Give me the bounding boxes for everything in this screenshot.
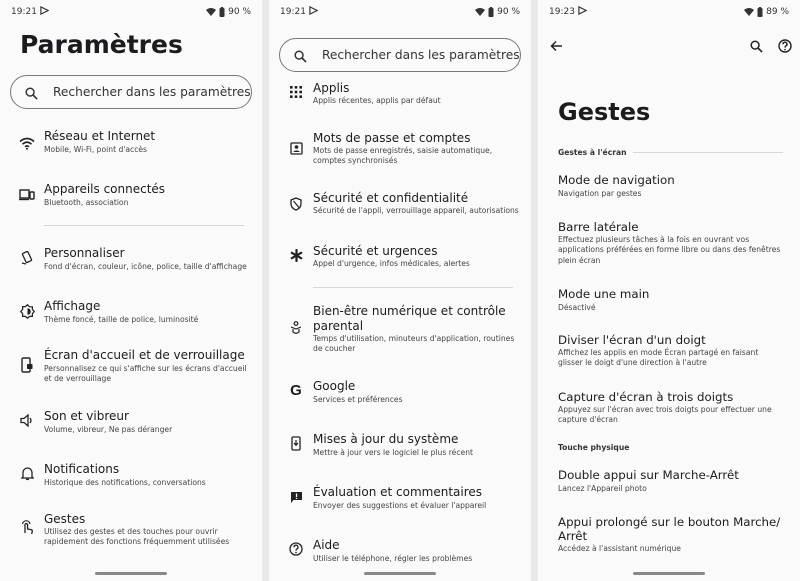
item-title: Personnaliser [44,246,125,260]
account-box-icon [287,139,305,157]
status-time: 19:23 [549,7,575,17]
item-subtitle: Utilisez des gestes et des touches pour ouvrir rapidement des fonctions fréquemment utilisées [44,527,230,547]
google-icon: G [290,381,302,399]
item-subtitle: Bluetooth, association [44,198,129,207]
item-subtitle: Temps d'utilisation, minuteurs d'application, routines de coucher [313,334,515,354]
item-title: Diviser l'écran d'un doigt [558,333,706,347]
search-icon [25,85,38,104]
search-icon [750,40,763,53]
item-subtitle: Lancez l'Appareil photo [558,484,647,493]
gesture-item-long-press-power[interactable] [538,515,800,560]
asterisk-icon [287,246,305,264]
status-time: 19:21 [280,7,306,17]
back-arrow-icon [550,40,563,52]
item-title: Mode une main [558,287,650,301]
wellbeing-icon [287,319,305,337]
settings-item-feedback[interactable] [269,484,531,514]
item-title: Son et vibreur [44,409,129,423]
section-divider [633,152,783,153]
item-title: Sécurité et confidentialité [313,191,469,205]
gesture-nav-handle[interactable] [633,572,705,575]
settings-item-home-lock-screen[interactable] [0,348,262,388]
settings-item-google[interactable] [269,378,531,408]
item-subtitle: Applis récentes, applis par défaut [313,96,441,105]
settings-item-personalize[interactable] [0,245,262,285]
status-bar [269,0,531,24]
item-subtitle: Appuyez sur l'écran avec trois doigts pour effectuer une capture d'écran [558,405,772,425]
item-subtitle: Accédez à l'assistant numérique [558,544,681,553]
item-title: Capture d'écran à trois doigts [558,390,734,404]
settings-item-system-update[interactable] [269,431,531,461]
item-subtitle: Historique des notifications, conversations [44,478,206,487]
item-subtitle: Utiliser le téléphone, régler les problèmes [313,554,473,563]
item-title: Écran d'accueil et de verrouillage [44,348,245,362]
bell-icon [18,464,36,482]
search-placeholder: Rechercher dans les paramètres [53,85,251,99]
help-button[interactable] [777,38,793,54]
settings-screen-main [0,0,262,581]
item-title: Affichage [44,299,101,313]
item-subtitle: Mobile, Wi-Fi, point d'accès [44,145,148,154]
wifi-status-icon [206,8,216,16]
feedback-icon [287,488,305,506]
item-subtitle: Désactivé [558,303,596,312]
gestures-screen [538,0,800,581]
item-title: Barre latérale [558,220,639,234]
item-title: Mises à jour du système [313,432,459,446]
item-title: Notifications [44,462,120,476]
gesture-nav-handle[interactable] [95,572,167,575]
wifi-status-icon [475,8,485,16]
item-title: Double appui sur Marche-Arrêt [558,468,739,482]
item-subtitle: Volume, vibreur, Ne pas déranger [44,425,173,434]
play-store-icon [578,6,587,18]
settings-item-safety-emergency[interactable] [269,243,531,278]
search-bar[interactable] [10,75,252,109]
settings-item-security-privacy[interactable] [269,190,531,225]
item-subtitle: Affichez les applis en mode Écran partagé en faisant glisser le doigt d'une direction à l'autre [558,348,759,368]
settings-item-help[interactable] [269,537,531,567]
gesture-item-three-finger-screenshot[interactable] [538,390,800,430]
back-button[interactable] [548,38,564,54]
system-update-icon [287,434,305,452]
item-subtitle: Personnalisez ce qui s'affiche sur les écrans d'accueil et de verrouillage [44,364,247,384]
help-icon [287,540,305,558]
palette-icon [18,249,36,267]
battery-icon [488,7,494,17]
item-title: Évaluation et commentaires [313,485,483,499]
status-time: 19:21 [11,7,37,17]
page-title: Paramètres [20,30,183,59]
wifi-icon [18,134,36,152]
search-placeholder: Rechercher dans les paramètres [322,48,520,62]
item-title: Appui prolongé sur le bouton Marche/ Arrêt [558,515,781,543]
help-icon [778,39,792,53]
phone-lock-icon [18,356,36,374]
item-title: Google [313,379,356,393]
item-subtitle: Envoyer des suggestions et évaluer l'appareil [313,501,487,510]
item-subtitle: Navigation par gestes [558,189,642,198]
wifi-status-icon [744,8,754,16]
battery-icon [757,7,763,17]
item-title: Bien-être numérique et contrôle parental [313,304,506,333]
item-title: Mots de passe et comptes [313,131,471,145]
item-subtitle: Mots de passe enregistrés, saisie automatique, comptes synchronisés [313,146,493,166]
play-store-icon [309,6,318,18]
gesture-nav-handle[interactable] [364,572,436,575]
devices-icon [18,185,36,203]
settings-item-network[interactable] [0,128,262,168]
gesture-item-one-handed-mode[interactable] [538,287,800,317]
settings-item-digital-wellbeing[interactable] [269,303,531,358]
item-subtitle: Appel d'urgence, infos médicales, alertes [313,259,470,268]
item-subtitle: Thème foncé, taille de police, luminosité [44,315,199,324]
page-title: Gestes [558,98,651,126]
settings-item-sound[interactable] [0,408,262,448]
settings-item-gestures[interactable] [0,512,262,557]
status-bar [538,0,800,24]
settings-item-notifications[interactable] [0,461,262,501]
section-divider [313,287,513,288]
brightness-icon [18,302,36,320]
item-subtitle: Mettre à jour vers le logiciel le plus récent [313,448,473,457]
gesture-item-sidebar[interactable] [538,220,800,270]
item-title: Applis [313,81,350,95]
item-title: Mode de navigation [558,173,675,187]
item-title: Appareils connectés [44,182,166,196]
settings-item-display[interactable] [0,298,262,338]
gesture-item-navigation-mode[interactable] [538,173,800,203]
item-title: Réseau et Internet [44,129,156,143]
item-subtitle: Sécurité de l'appli, verrouillage appareil, autorisations [313,206,519,215]
item-subtitle: Services et préférences [313,395,403,404]
gesture-icon [18,518,36,536]
section-header-physical-button: Touche physique [558,443,630,452]
settings-screen-scrolled [269,0,531,581]
item-title: Gestes [44,512,86,526]
gesture-item-double-press-power[interactable] [538,468,800,498]
item-subtitle: Fond d'écran, couleur, icône, police, taille d'affichage [44,262,247,271]
apps-grid-icon [287,83,305,101]
play-store-icon [40,6,49,18]
gesture-item-split-screen[interactable] [538,333,800,373]
shield-icon [287,195,305,213]
section-header-screen-gestures: Gestes à l'écran [558,148,627,157]
settings-item-connected-devices[interactable] [0,181,262,221]
battery-icon [219,7,225,17]
item-title: Sécurité et urgences [313,244,438,258]
search-button[interactable] [748,38,764,54]
settings-item-passwords-accounts[interactable] [269,130,531,170]
battery-level: 90 % [228,7,251,17]
battery-level: 90 % [497,7,520,17]
item-title: Aide [313,538,340,552]
search-icon [294,48,307,67]
settings-item-apps[interactable] [269,80,531,110]
search-bar[interactable] [279,38,521,72]
item-subtitle: Effectuez plusieurs tâches à la fois en ouvrant vos applications préférées en forme libre ou dans des fenêtres plein écran [558,235,781,265]
battery-level: 89 % [766,7,789,17]
status-bar [0,0,262,24]
volume-icon [18,411,36,429]
section-divider [44,225,244,226]
